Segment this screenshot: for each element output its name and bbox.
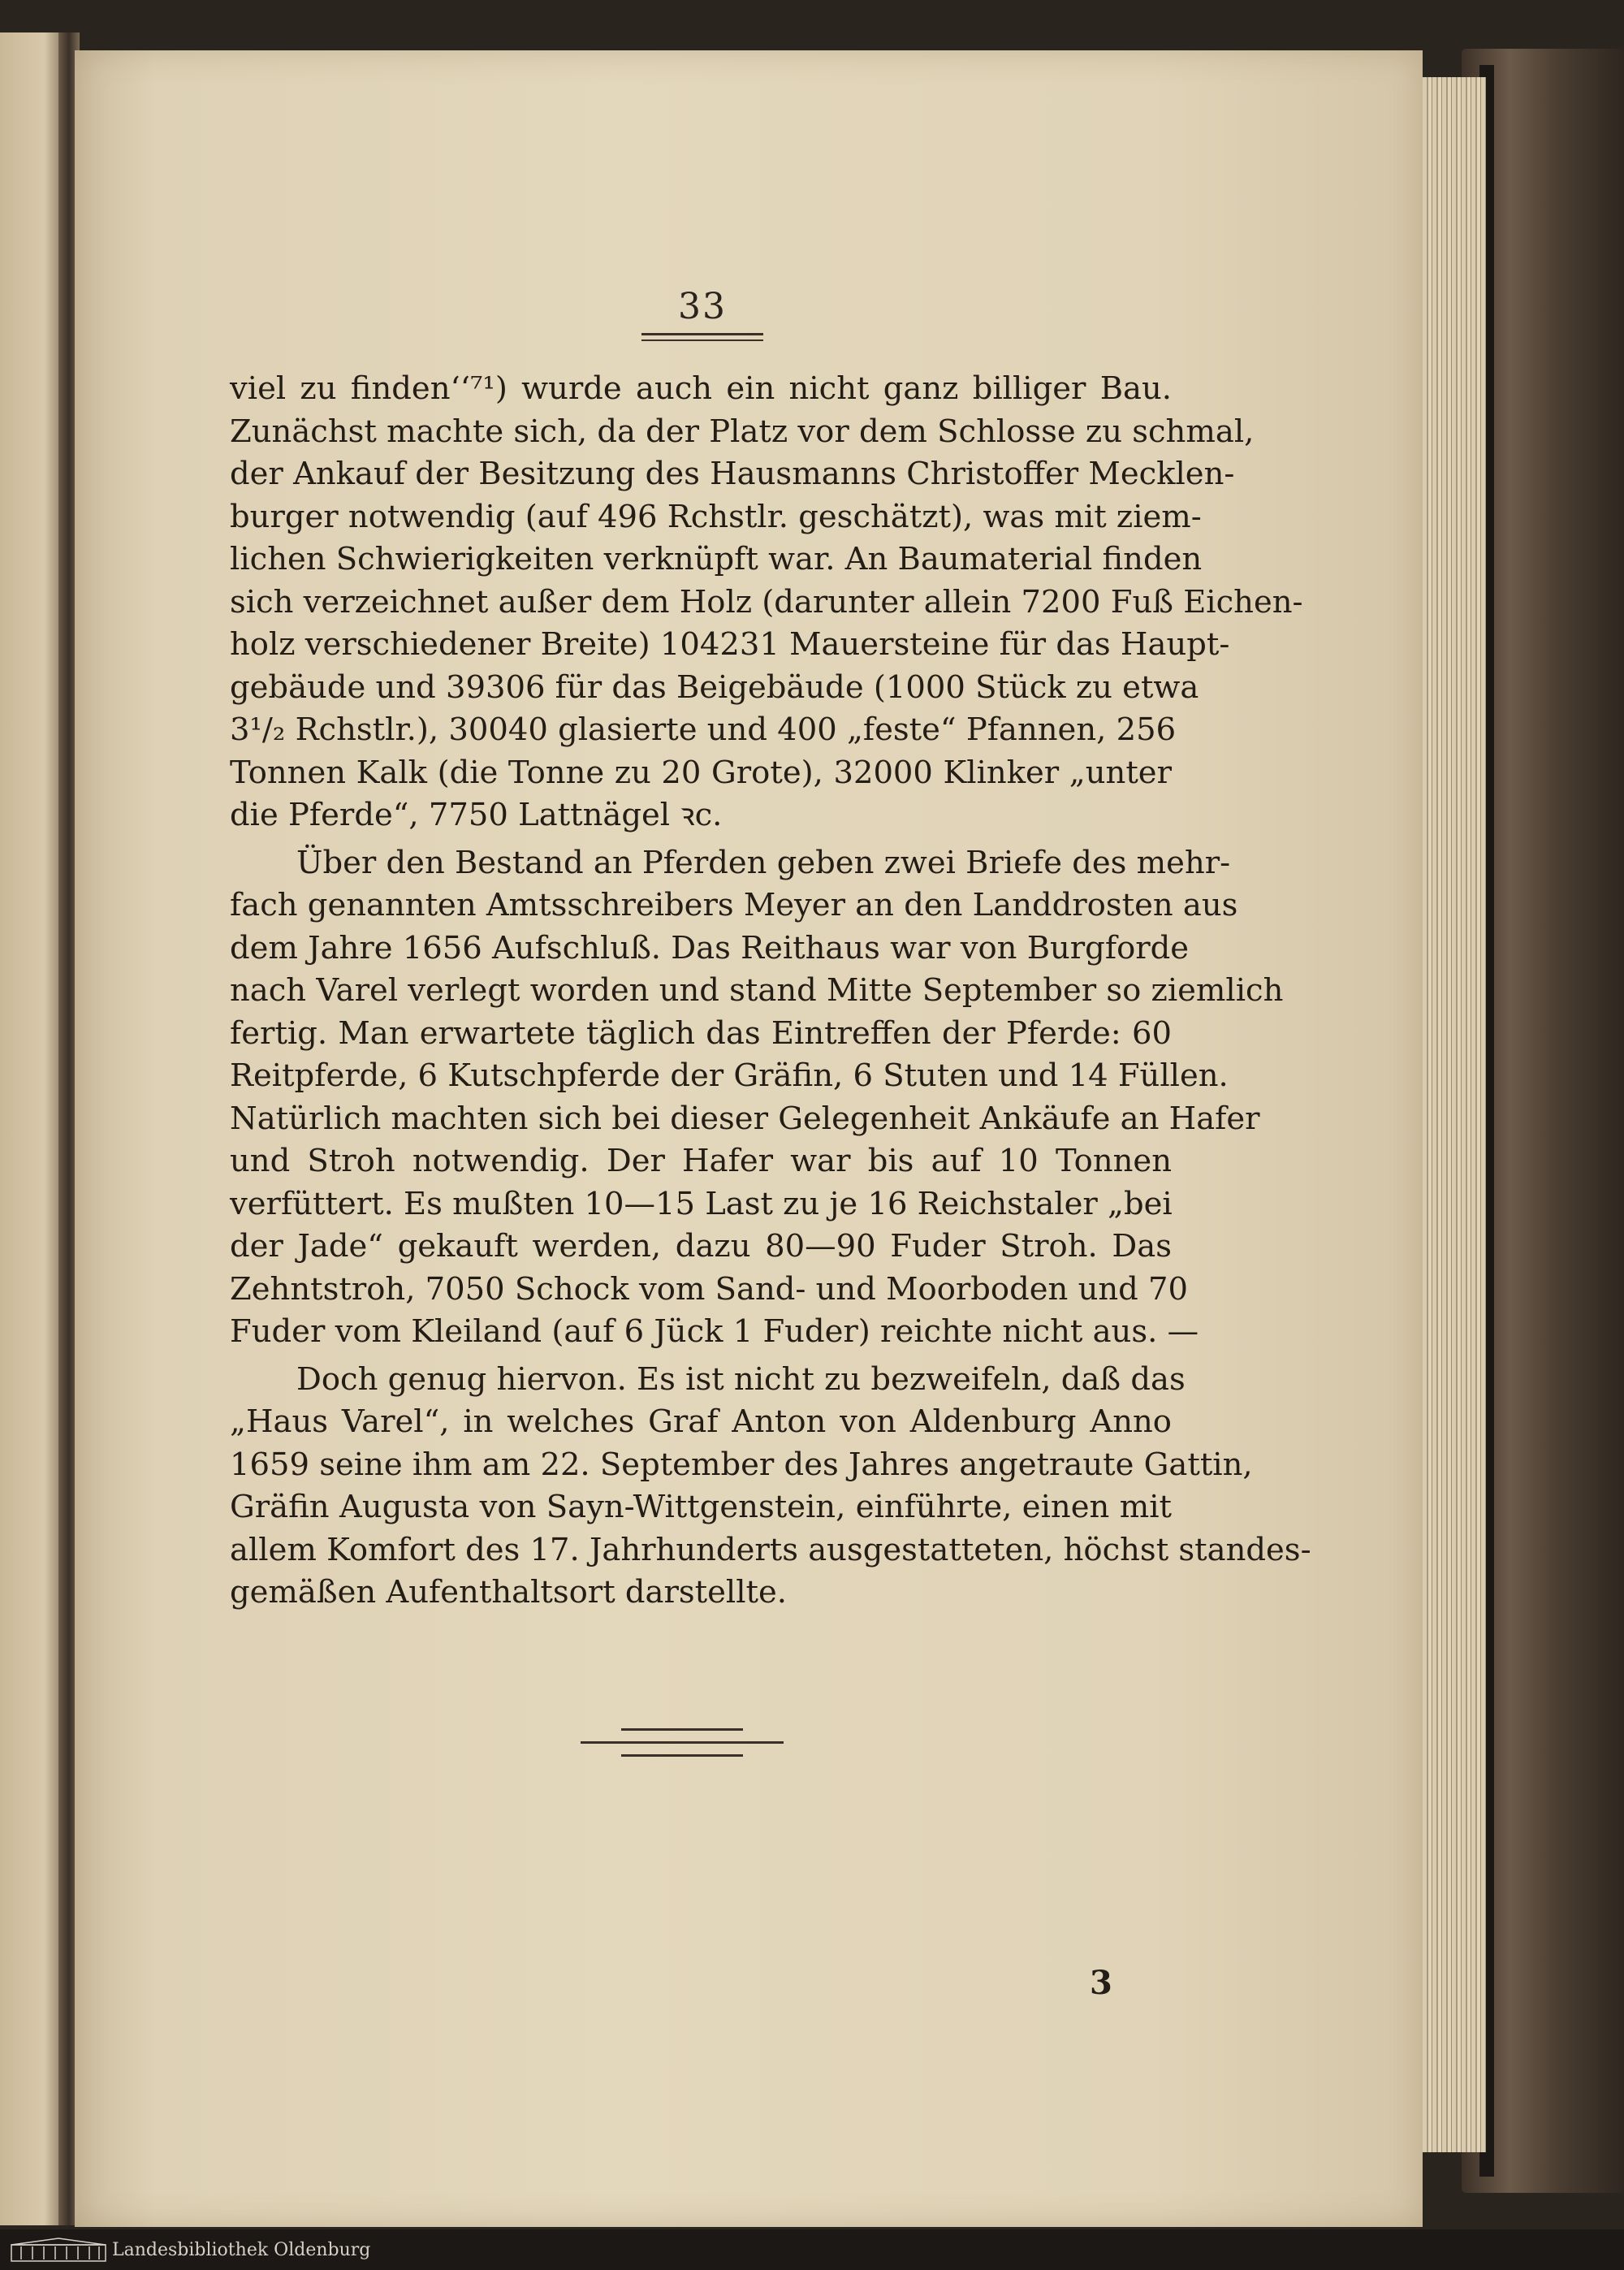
text-line: holz verschiedener Breite) 104231 Mauersteine für das Haupt- [230, 626, 1230, 663]
text-line: Natürlich machten sich bei dieser Gelegenheit Ankäufe an Hafer [230, 1100, 1260, 1137]
text-line: burger notwendig (auf 496 Rchstlr. geschätzt), was mit ziem- [230, 498, 1202, 535]
text-line: verfüttert. Es mußten 10—15 Last zu je 16 Reichstaler „bei [230, 1185, 1173, 1222]
text-line: die Pferde“, 7750 Lattnägel ꝛc. [230, 797, 723, 833]
ornament-rule-bottom [621, 1754, 743, 1757]
paragraph-2 [230, 842, 1284, 1354]
text-line: Reitpferde, 6 Kutschpferde der Gräfin, 6 Stuten und 14 Füllen. [230, 1057, 1229, 1094]
body-text [230, 368, 1311, 1615]
text-line: lichen Schwierigkeiten verknüpft war. An Baumaterial finden [230, 541, 1203, 577]
text-line: der Jade“ gekauft werden, dazu 80—90 Fuder Stroh. Das [230, 1228, 1172, 1265]
text-line: Zunächst machte sich, da der Platz vor dem Schlosse zu schmal, [230, 413, 1255, 450]
page-number-header: 33 [678, 286, 727, 327]
previous-page-edge [0, 32, 63, 2225]
text-line: Gräfin Augusta von Sayn-Wittgenstein, einführte, einen mit [230, 1489, 1172, 1525]
text-line: Fuder vom Kleiland (auf 6 Jück 1 Fuder) reichte nicht aus. — [230, 1313, 1199, 1350]
text-line: 1659 seine ihm am 22. September des Jahres angetraute Gattin, [230, 1446, 1253, 1483]
text-line: und Stroh notwendig. Der Hafer war bis auf 10 Tonnen [230, 1143, 1172, 1179]
text-line: der Ankauf der Besitzung des Hausmanns Christoffer Mecklen- [230, 456, 1235, 492]
text-line: fertig. Man erwartete täglich das Eintreffen der Pferde: 60 [230, 1014, 1172, 1052]
text-line: fach genannten Amtsschreibers Meyer an den Landdrosten aus [230, 887, 1238, 923]
text-line: allem Komfort des 17. Jahrhunderts ausgestatteten, höchst standes- [230, 1531, 1311, 1568]
text-line: Über den Bestand an Pferden geben zwei Briefe des mehr- [296, 844, 1231, 881]
text-line: Zehntstroh, 7050 Schock vom Sand- und Moorboden und 70 [230, 1270, 1189, 1308]
header-rule-secondary [641, 339, 763, 341]
text-line: nach Varel verlegt worden und stand Mitte September so ziemlich [230, 972, 1284, 1009]
text-line: 3¹/₂ Rchstlr.), 30040 glasierte und 400 „feste“ Pfannen, 256 [230, 711, 1177, 748]
signature-mark: 3 [1090, 1964, 1112, 2002]
text-line: viel zu finden‘‘⁷¹) wurde auch ein nicht ganz billiger Bau. [230, 370, 1172, 407]
text-line: gemäßen Aufenthaltsort darstellte. [230, 1574, 788, 1611]
library-building-icon [10, 2237, 107, 2263]
ornament-rule-top [621, 1728, 743, 1731]
text-line: Tonnen Kalk (die Tonne zu 20 Grote), 32000 Klinker „unter [230, 754, 1172, 791]
paragraph-3 [230, 1359, 1311, 1615]
text-line: „Haus Varel“, in welches Graf Anton von Aldenburg Anno [230, 1403, 1172, 1440]
paragraph-1 [230, 368, 1303, 837]
text-line: gebäude und 39306 für das Beigebäude (1000 Stück zu etwa [230, 668, 1199, 706]
text-line: dem Jahre 1656 Aufschluß. Das Reithaus war von Burgforde [230, 929, 1190, 966]
ornament-rule-middle [581, 1741, 784, 1744]
text-line: Doch genug hiervon. Es ist nicht zu bezweifeln, daß das [296, 1360, 1186, 1398]
header-rule [641, 333, 763, 335]
library-credit: Landesbibliothek Oldenburg [112, 2240, 371, 2260]
text-line: sich verzeichnet außer dem Holz (darunter allein 7200 Fuß Eichen- [230, 583, 1303, 620]
page-fore-edges [1413, 77, 1486, 2152]
